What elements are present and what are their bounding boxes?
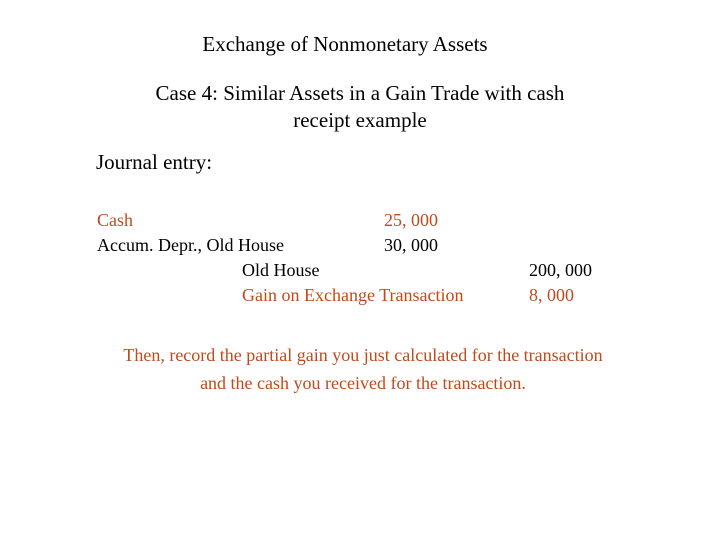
entry-debit-cash: 25, 000 bbox=[384, 210, 438, 230]
slide-title: Exchange of Nonmonetary Assets bbox=[202, 32, 488, 56]
entry-account-cash: Cash bbox=[97, 210, 133, 230]
slide-subtitle bbox=[0, 80, 720, 134]
note-line-1: Then, record the partial gain you just calculated for the transaction bbox=[123, 345, 603, 365]
subtitle-line-1: Case 4: Similar Assets in a Gain Trade with cash bbox=[155, 81, 565, 105]
entry-account-accum-depr: Accum. Depr., Old House bbox=[97, 235, 284, 255]
entry-debit-accum-depr: 30, 000 bbox=[384, 235, 438, 255]
entry-credit-old-house: 200, 000 bbox=[529, 260, 592, 280]
entry-account-gain: Gain on Exchange Transaction bbox=[242, 285, 464, 305]
entry-credit-gain: 8, 000 bbox=[529, 285, 574, 305]
instruction-note bbox=[0, 341, 720, 397]
journal-entry-label: Journal entry: bbox=[96, 150, 213, 174]
subtitle-line-2: receipt example bbox=[293, 108, 427, 132]
note-line-2: and the cash you received for the transaction. bbox=[200, 373, 526, 393]
entry-account-old-house: Old House bbox=[242, 260, 320, 280]
